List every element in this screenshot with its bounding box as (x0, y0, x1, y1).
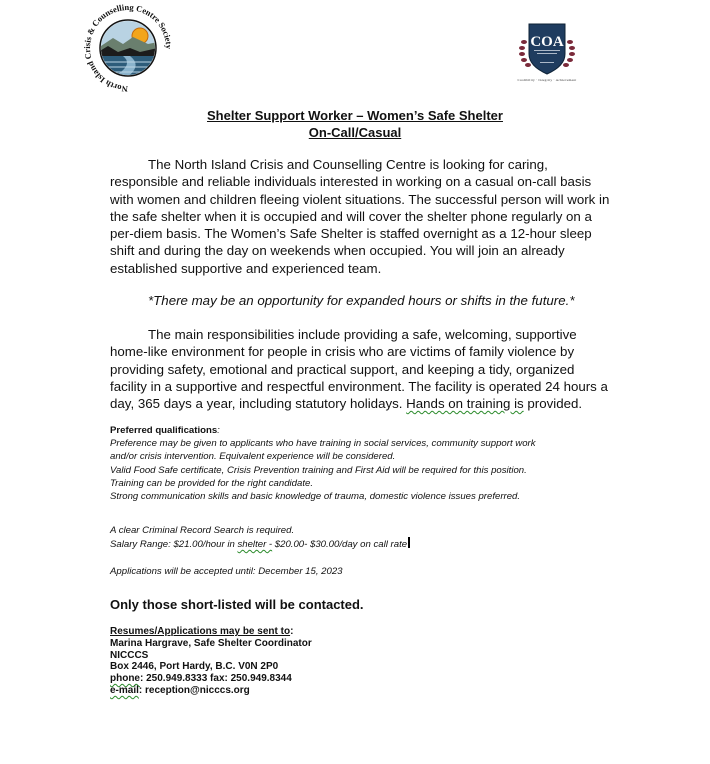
contact-address: Box 2446, Port Hardy, B.C. V0N 2P0 (110, 661, 279, 673)
contact-heading (110, 626, 312, 638)
shortlist-notice: Only those short-listed will be contacted. (110, 597, 364, 612)
criminal-record-requirement: A clear Criminal Record Search is required. (110, 525, 295, 536)
nicccs-logo-icon (78, 2, 178, 94)
salary-range[interactable] (110, 537, 610, 551)
svg-text:COA: COA (530, 34, 564, 50)
email-label: e-mail (110, 684, 139, 696)
contact-heading-text: Resumes/Applications may be sent to (110, 626, 291, 637)
svg-text:North Island Crisis & Counsell: North Island Crisis & Counselling Centre Society (82, 2, 175, 94)
qualification-line: and/or crisis intervention. Equivalent experience will be considered. (110, 451, 396, 463)
qualifications-heading (110, 424, 610, 437)
qualification-line: Strong communication skills and basic knowledge of trauma, domestic violence issues preferred. (110, 491, 521, 503)
salary-prefix: Salary Range: $21.00/hour in (110, 539, 238, 550)
contact-org: NICCCS (110, 649, 149, 661)
salary-flagged-text: shelter - (237, 539, 273, 550)
responsibilities-text: The main responsibilities include providing a safe, welcoming, supportive home-like environment for people in crisis who are victims of family violence by providing safety, emotional and practical support, and keeping a tidy, organized facility in a supportive and respectful environment. The facility is operated 24 hours a day, 365 days a year, including statutory holidays. (110, 327, 608, 412)
intro-text: The North Island Crisis and Counselling Centre is looking for caring, responsible and reliable individuals interested in working on a casual on-call basis with women and children fleeing violent situations. The successful person will work in the safe shelter when it is occupied and will cover the shelter phone regularly on a per-diem basis. The Women’s Safe Shelter is staffed overnight as a 12-hour sleep shift and during the day on weekends when occupied. You will join an already established supportive and experienced team. (110, 157, 610, 276)
phone-value: : 250.949.8333 fax: 250.949.8344 (140, 673, 292, 685)
contact-phone (110, 673, 312, 685)
training-flagged-text: Hands on training is (406, 396, 524, 412)
qualifications-list (110, 437, 610, 503)
job-type: On-Call/Casual (308, 125, 402, 140)
qualification-line: Training can be provided for the right candidate. (110, 477, 314, 489)
application-deadline: Applications will be accepted until: December 15, 2023 (110, 566, 343, 577)
responsibilities-tail: provided. (523, 396, 583, 412)
responsibilities-paragraph (110, 326, 615, 412)
phone-label: phone (110, 673, 140, 685)
contact-name: Marina Hargrave, Safe Shelter Coordinator (110, 637, 312, 649)
contact-block (110, 626, 312, 697)
contact-heading-colon: : (290, 626, 294, 637)
expanded-hours-note: *There may be an opportunity for expanded hours or shifts in the future.* (148, 293, 575, 308)
job-title: Shelter Support Worker – Women’s Safe Shelter (207, 108, 503, 123)
nicccs-logo (78, 2, 178, 94)
qualifications-colon: : (217, 425, 220, 436)
intro-paragraph (110, 156, 615, 277)
email-value[interactable]: : reception@nicccs.org (138, 684, 250, 696)
qualification-line: Valid Food Safe certificate, Crisis Prevention training and First Aid will be required for this position. (110, 464, 527, 476)
qualification-line: Preference may be given to applicants who have training in social services, community support work (110, 438, 536, 449)
text-cursor (408, 537, 410, 548)
salary-suffix: $20.00- $30.00/day on call rate (272, 539, 408, 550)
coa-shield-icon (497, 20, 597, 78)
coa-tagline: Credibility · Integrity · Achievement (517, 78, 577, 82)
coa-logo (497, 20, 597, 88)
contact-email[interactable] (110, 685, 312, 697)
qualifications-heading-text: Preferred qualifications (110, 425, 218, 436)
